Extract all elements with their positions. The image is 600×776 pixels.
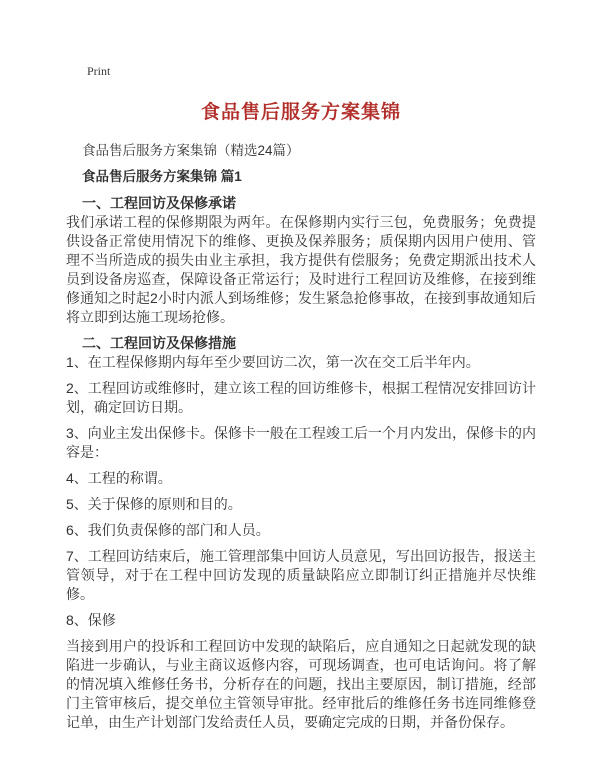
section-2-heading: 二、工程回访及保修措施 — [82, 335, 236, 351]
article-heading: 食品售后服务方案集锦 篇1 — [82, 169, 242, 184]
section-2-item-7: 7、工程回访结束后，施工管理部集中回访人员意见，写出回访报告，报送主管领导，对于在工程中回访发现的质量缺陷应立即制订纠正措施并尽快维修。 — [66, 548, 536, 602]
page-title: 食品售后服务方案集锦 — [200, 102, 401, 123]
section-1-paragraph: 我们承诺工程的保修期限为两年。在保修期内实行三包，免费服务；免费提供设备正常使用情况下的维修、更换及保养服务；质保期内因用户使用、管理不当所造成的损失由业主承担，我方提供有偿服务；免费定期派出技术人员到设备房巡查，保障设备正常运行；及时进行工程回访及维修，在接到维修通知之时起2小时内派人到场维修；发生紧急抢修事故，在接到事故通知后将立即到达施工现场抢修。 — [66, 214, 536, 325]
section-2-item-3: 3、向业主发出保修卡。保修卡一般在工程竣工后一个月内发出，保修卡的内容是： — [66, 425, 536, 460]
document-subtitle: 食品售后服务方案集锦（精选24篇） — [82, 143, 300, 158]
section-2-closing-paragraph: 当接到用户的投诉和工程回访中发现的缺陷后，应自通知之日起就发现的缺陷进一步确认，与业主商议返修内容，可现场调查，也可电话询问。将了解的情况填入维修任务书，分析存在的问题，找出主要原因，制订措施，经部门主管审核后，提交单位主管领导审批。经审批后的维修任务书连同维修登记单，由生产计划部门发给责任人员，要确定完成的日期，并备份保存。 — [66, 638, 536, 730]
section-2-item-8: 8、保修 — [66, 612, 116, 628]
section-1-heading: 一、工程回访及保修承诺 — [82, 195, 236, 211]
section-2-item-4: 4、工程的称谓。 — [66, 470, 172, 486]
section-2-item-2: 2、工程回访或维修时，建立该工程的回访维修卡，根据工程情况安排回访计划，确定回访日期。 — [66, 380, 536, 415]
section-2-item-6: 6、我们负责保修的部门和人员。 — [66, 522, 270, 538]
print-link[interactable]: Print — [87, 64, 111, 78]
section-2-item-5: 5、关于保修的原则和目的。 — [66, 496, 242, 512]
section-2-item-1: 1、在工程保修期内每年至少要回访二次，第一次在交工后半年内。 — [66, 354, 480, 370]
